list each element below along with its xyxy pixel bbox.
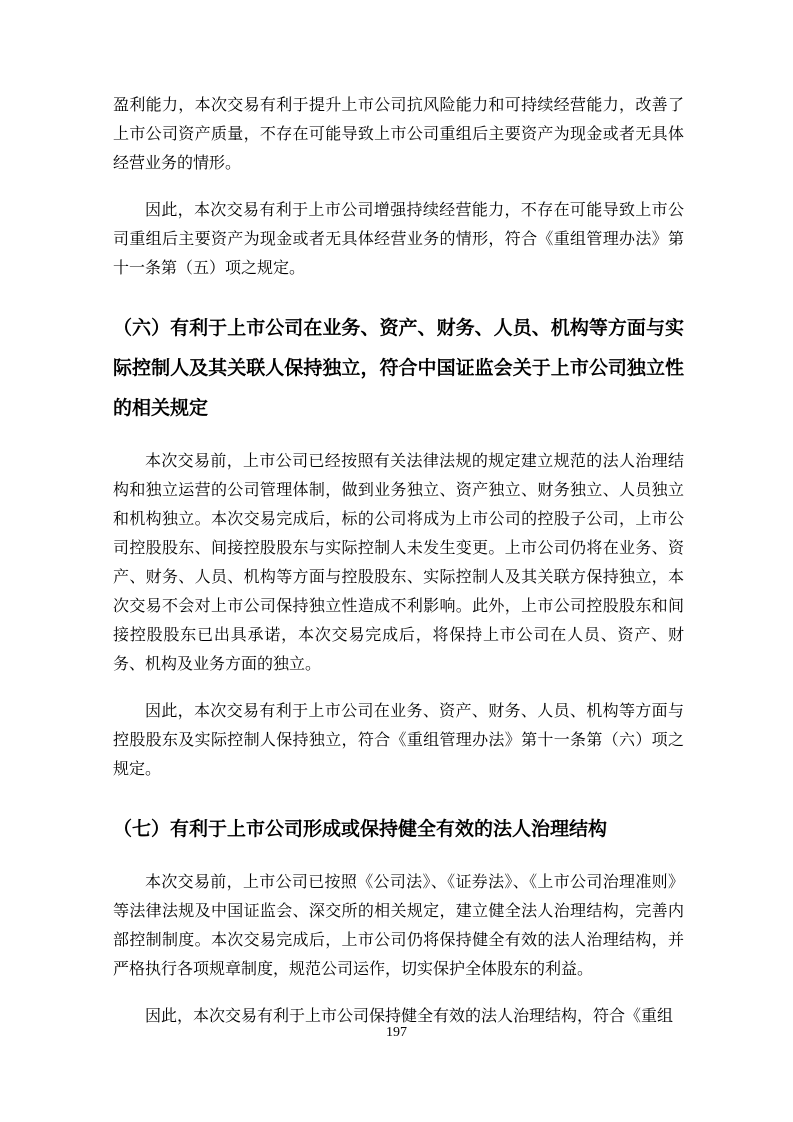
- paragraph-conclusion-6: 因此，本次交易有利于上市公司在业务、资产、财务、人员、机构等方面与控股股东及实际控制人保持独立，符合《重组管理办法》第十一条第（六）项之规定。: [113, 703, 684, 778]
- paragraph-governance: 本次交易前，上市公司已按照《公司法》、《证券法》、《上市公司治理准则》等法律法规及中国证监会、深交所的相关规定，建立健全法人治理结构，完善内部控制制度。本次交易完成后，上市公司仍将保持健全有效的法人治理结构，并严格执行各项规章制度，规范公司运作，切实保护全体股东的利益。: [113, 874, 684, 978]
- paragraph-conclusion-7-truncated: 因此，本次交易有利于上市公司保持健全有效的法人治理结构，符合《重组: [145, 1008, 674, 1025]
- paragraph-independence: 本次交易前，上市公司已经按照有关法律法规的规定建立规范的法人治理结构和独立运营的公司管理体制，做到业务独立、资产独立、财务独立、人员独立和机构独立。本次交易完成后，标的公司将成为上市公司的控股子公司，上市公司控股股东、间接控股股东与实际控制人未发生变更。上市公司仍将在业务、资产、财务、人员、机构等方面与控股股东、实际控制人及其关联方保持独立，本次交易不会对上市公司保持独立性造成不利影响。此外，上市公司控股股东和间接控股股东已出具承诺，本次交易完成后，将保持上市公司在人员、资产、财务、机构及业务方面的独立。: [113, 453, 684, 673]
- section-heading-7: （七）有利于上市公司形成或保持健全有效的法人治理结构: [113, 819, 608, 840]
- paragraph-conclusion-5: 因此，本次交易有利于上市公司增强持续经营能力，不存在可能导致上市公司重组后主要资产为现金或者无具体经营业务的情形，符合《重组管理办法》第十一条第（五）项之规定。: [113, 202, 684, 277]
- page-content: [113, 91, 684, 1031]
- paragraph-continuation: 盈利能力，本次交易有利于提升上市公司抗风险能力和可持续经营能力，改善了上市公司资产质量，不存在可能导致上市公司重组后主要资产为现金或者无具体经营业务的情形。: [113, 97, 684, 172]
- section-heading-6: （六）有利于上市公司在业务、资产、财务、人员、机构等方面与实际控制人及其关联人保持独立，符合中国证监会关于上市公司独立性的相关规定: [113, 318, 684, 419]
- page-number: 197: [386, 1025, 407, 1040]
